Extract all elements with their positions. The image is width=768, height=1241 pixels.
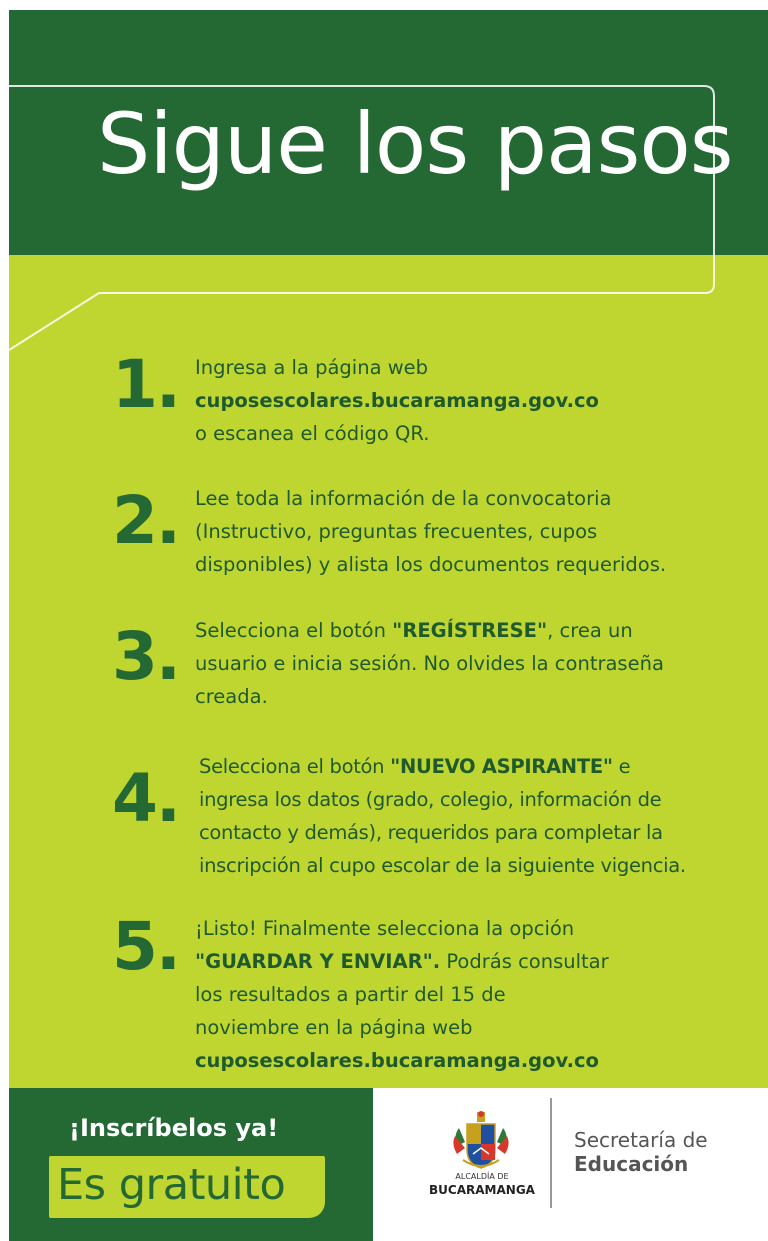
step-line: ingresa los datos (grado, colegio, información de xyxy=(199,788,662,811)
step-line: contacto y demás), requeridos para completar la xyxy=(199,821,663,844)
step-link[interactable]: cuposescolares.bucaramanga.gov.co xyxy=(195,1049,599,1072)
step-text xyxy=(195,351,599,450)
cta-badge-text: Es gratuito xyxy=(57,1160,286,1210)
step-line-part: Selecciona el botón xyxy=(195,619,393,642)
cta-badge xyxy=(49,1156,325,1218)
footer-cta-panel xyxy=(9,1088,373,1241)
footer-logos-panel xyxy=(373,1088,768,1241)
step-line: disponibles) y alista los documentos requeridos. xyxy=(195,553,667,576)
step-line: Lee toda la información de la convocatoria xyxy=(195,487,612,510)
step-line: los resultados a partir del 15 de xyxy=(195,983,506,1006)
step-number: 4. xyxy=(112,760,179,837)
bucaramanga-crest-icon xyxy=(451,1110,511,1172)
step-line: creada. xyxy=(195,685,268,708)
step-line-part: e xyxy=(612,755,631,778)
step-line: usuario e inicia sesión. No olvides la contraseña xyxy=(195,652,664,675)
step-button-name: "REGÍSTRESE" xyxy=(392,619,548,642)
step-number: 5. xyxy=(112,908,179,985)
step-text xyxy=(195,912,609,1077)
step-line xyxy=(195,614,664,647)
step-line: Ingresa a la página web xyxy=(195,356,429,379)
step-text xyxy=(199,750,686,882)
step-button-name: "GUARDAR Y ENVIAR". xyxy=(195,950,441,973)
step-line: noviembre en la página web xyxy=(195,1016,473,1039)
step-text xyxy=(195,614,664,713)
step-text xyxy=(195,482,666,581)
step-line-part: , crea un xyxy=(547,619,633,642)
step-line: (Instructivo, preguntas frecuentes, cupos xyxy=(195,520,598,543)
secretaria-label: Secretaría de xyxy=(574,1128,708,1152)
alcaldia-prefix: ALCALDÍA DE xyxy=(455,1172,509,1181)
cta-headline: ¡Inscríbelos ya! xyxy=(69,1114,279,1142)
step-line xyxy=(195,945,609,978)
step-line-part: Selecciona el botón xyxy=(199,755,391,778)
step-line-part: Podrás consultar xyxy=(440,950,609,973)
step-line: ¡Listo! Finalmente selecciona la opción xyxy=(195,917,575,940)
step-link[interactable]: cuposescolares.bucaramanga.gov.co xyxy=(195,389,599,412)
step-line xyxy=(199,750,686,783)
secretaria-department: Educación xyxy=(574,1152,689,1176)
logo-divider xyxy=(550,1098,552,1208)
step-number: 3. xyxy=(112,618,179,695)
step-number: 1. xyxy=(112,346,179,423)
poster xyxy=(9,10,768,1241)
step-button-name: "NUEVO ASPIRANTE" xyxy=(390,755,613,778)
alcaldia-name: BUCARAMANGA xyxy=(429,1183,535,1197)
step-line: o escanea el código QR. xyxy=(195,422,430,445)
step-number: 2. xyxy=(112,482,179,559)
step-line: inscripción al cupo escolar de la siguiente vigencia. xyxy=(199,854,686,877)
page-title: Sigue los pasos xyxy=(97,95,733,193)
